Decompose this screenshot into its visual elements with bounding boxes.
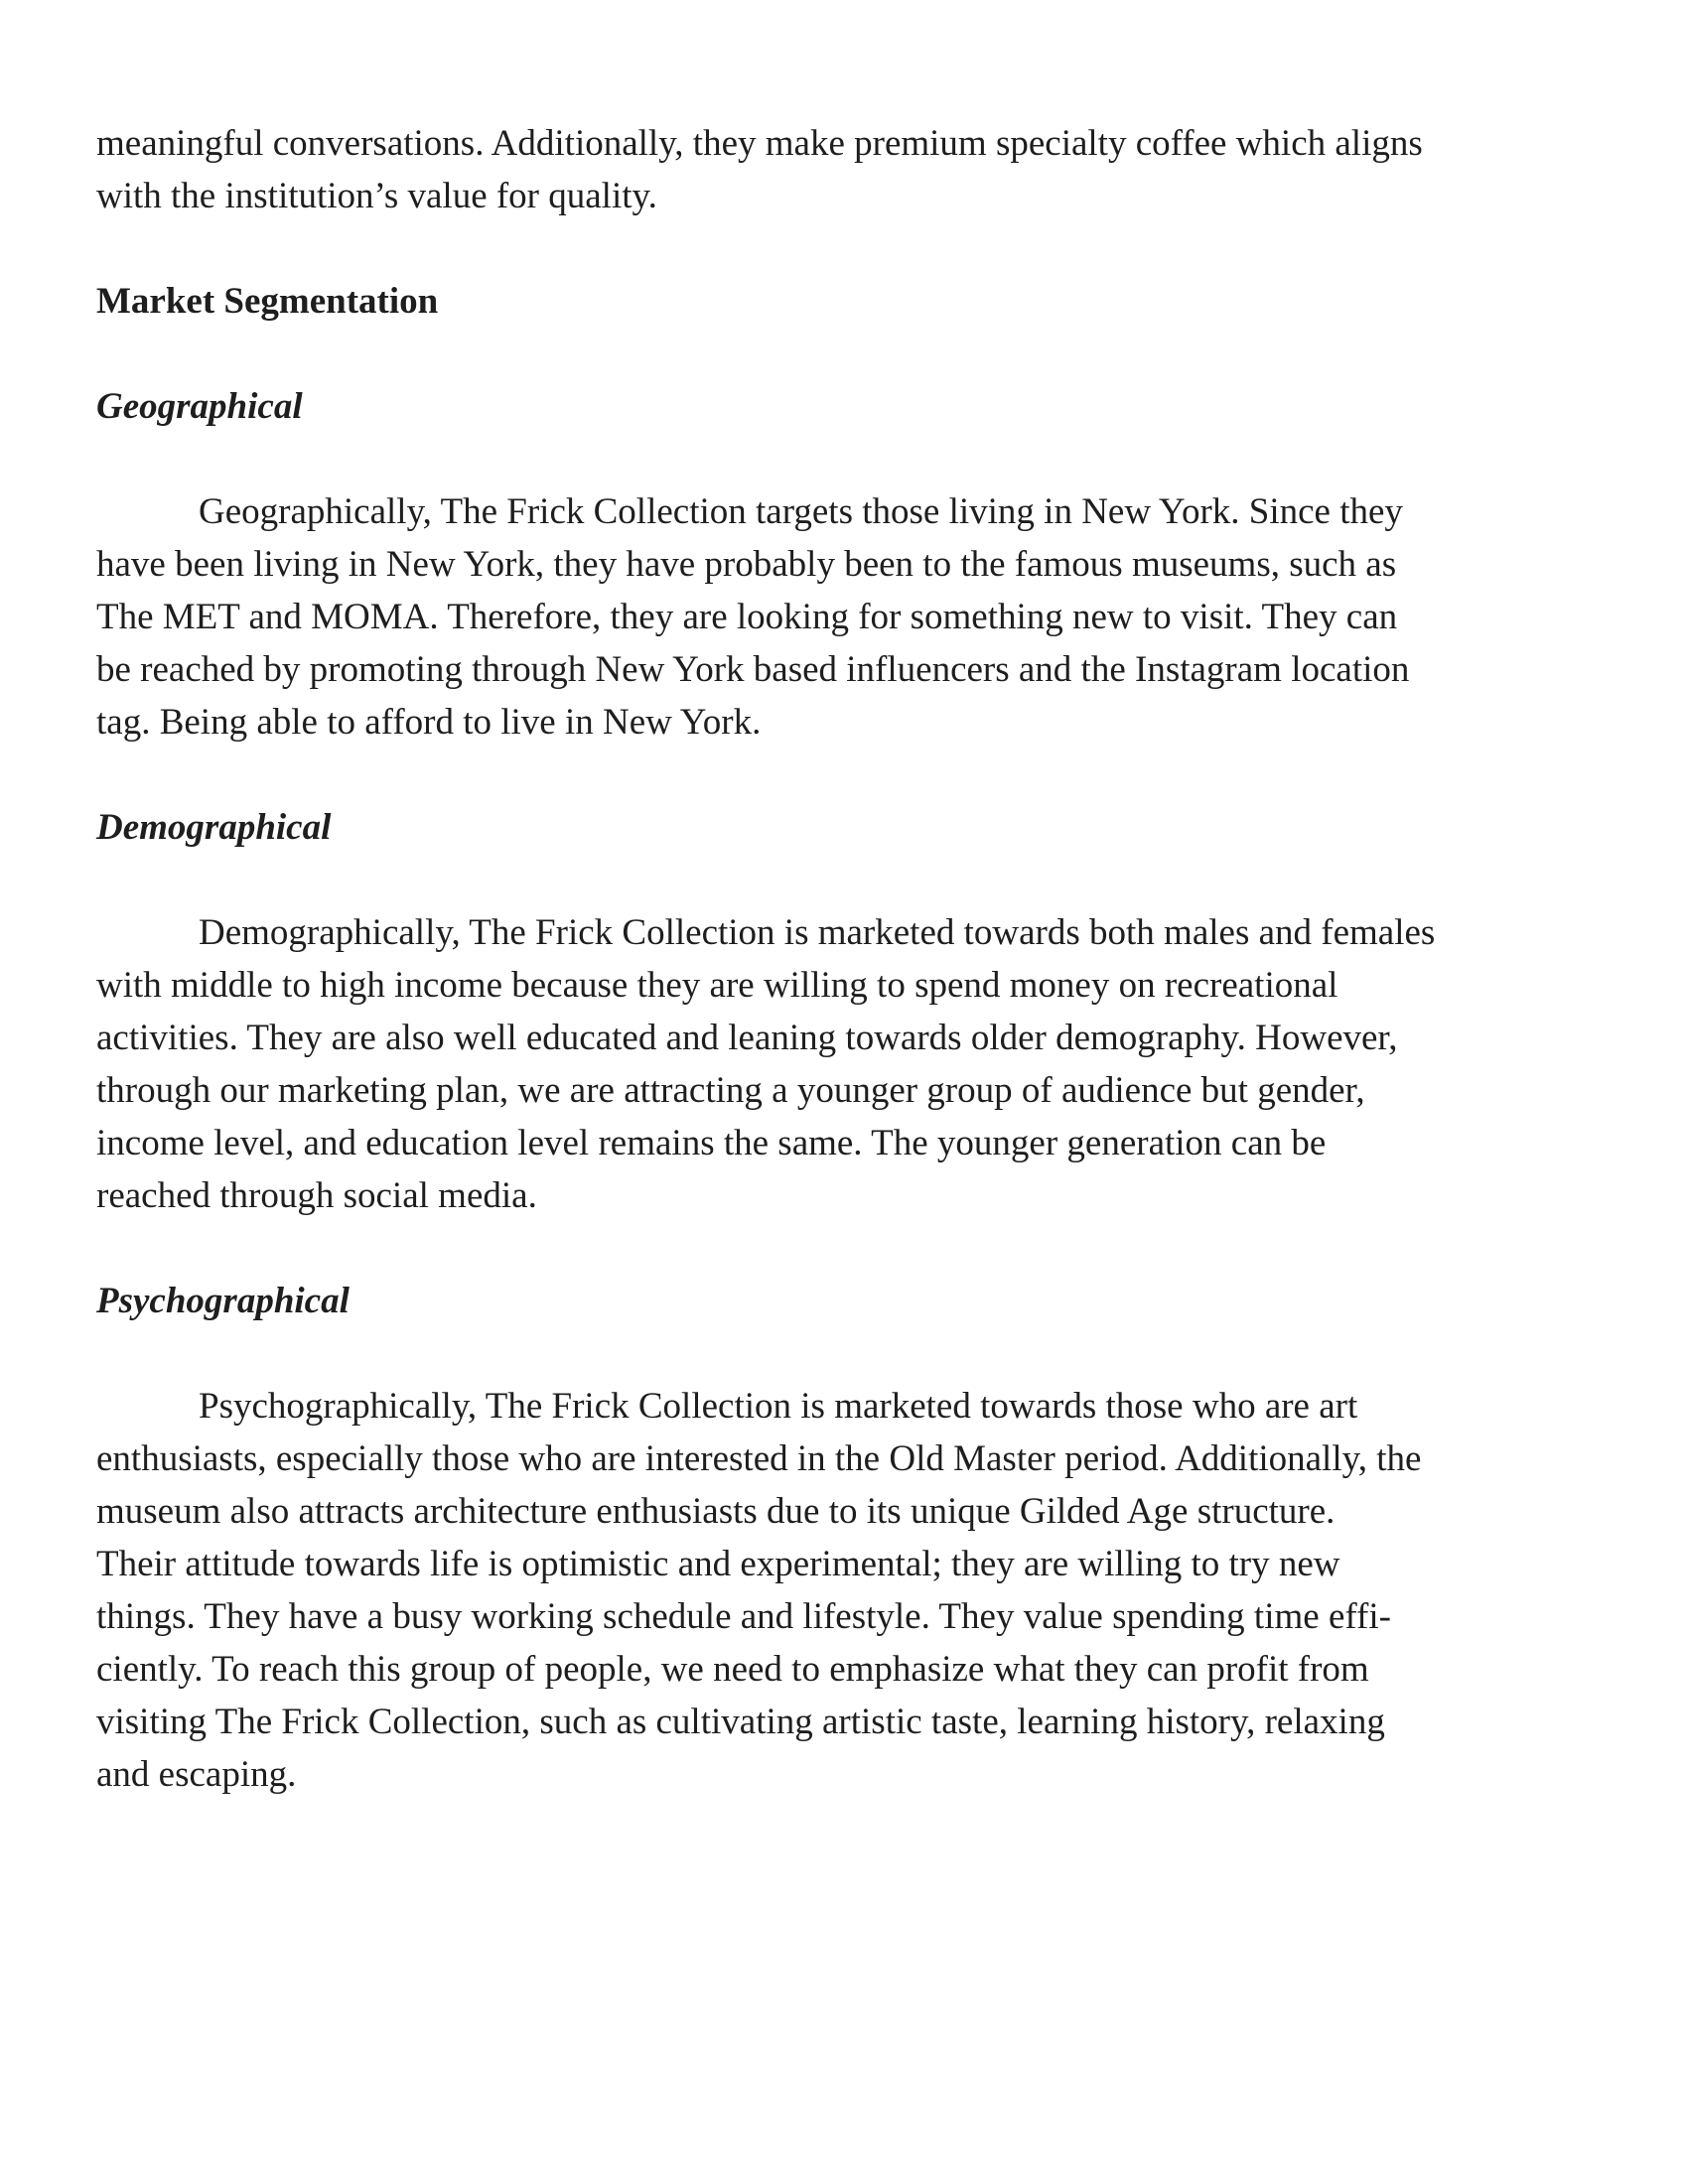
geographical-paragraph	[96, 485, 1606, 749]
paragraph-line: Demographically, The Frick Collection is marketed towards both males and females	[199, 912, 1436, 953]
section-title: Market Segmentation	[96, 281, 439, 322]
psychographical-paragraph	[96, 1380, 1606, 1801]
paragraph-line: and escaping.	[96, 1754, 297, 1795]
paragraph-line: activities. They are also well educated and leaning towards older demography. However,	[96, 1018, 1398, 1058]
paragraph-line: with middle to high income because they are willing to spend money on recreational	[96, 965, 1338, 1006]
paragraph-line: meaningful conversations. Additionally, they make premium specialty coffee which aligns	[96, 123, 1423, 164]
paragraph-line: ciently. To reach this group of people, we need to emphasize what they can profit from	[96, 1649, 1369, 1690]
paragraph-line: visiting The Frick Collection, such as cultivating artistic taste, learning history, relaxing	[96, 1702, 1385, 1742]
geographical-heading: Geographical	[96, 386, 303, 427]
paragraph-line: be reached by promoting through New York based influencers and the Instagram location	[96, 649, 1410, 690]
paragraph-line: museum also attracts architecture enthusiasts due to its unique Gilded Age structure.	[96, 1491, 1336, 1532]
demographical-heading: Demographical	[96, 807, 332, 848]
paragraph-line: tag. Being able to afford to live in New York.	[96, 702, 762, 743]
document-page	[96, 117, 1606, 1801]
paragraph-line: The MET and MOMA. Therefore, they are looking for something new to visit. They can	[96, 597, 1398, 637]
paragraph-line: enthusiasts, especially those who are interested in the Old Master period. Additionally, the	[96, 1438, 1422, 1479]
intro-paragraph	[96, 117, 1606, 222]
paragraph-line: Geographically, The Frick Collection targets those living in New York. Since they	[199, 491, 1403, 532]
paragraph-line: through our marketing plan, we are attracting a younger group of audience but gender,	[96, 1070, 1365, 1111]
paragraph-line: Their attitude towards life is optimistic and experimental; they are willing to try new	[96, 1544, 1340, 1584]
paragraph-line: have been living in New York, they have probably been to the famous museums, such as	[96, 544, 1397, 585]
paragraph-line: reached through social media.	[96, 1175, 537, 1216]
demographical-paragraph	[96, 906, 1606, 1222]
paragraph-line: things. They have a busy working schedule and lifestyle. They value spending time effi-	[96, 1596, 1391, 1637]
paragraph-line: Psychographically, The Frick Collection is marketed towards those who are art	[199, 1386, 1358, 1427]
paragraph-line: with the institution’s value for quality.	[96, 176, 657, 216]
paragraph-line: income level, and education level remains the same. The younger generation can be	[96, 1123, 1327, 1163]
psychographical-heading: Psychographical	[96, 1281, 350, 1321]
